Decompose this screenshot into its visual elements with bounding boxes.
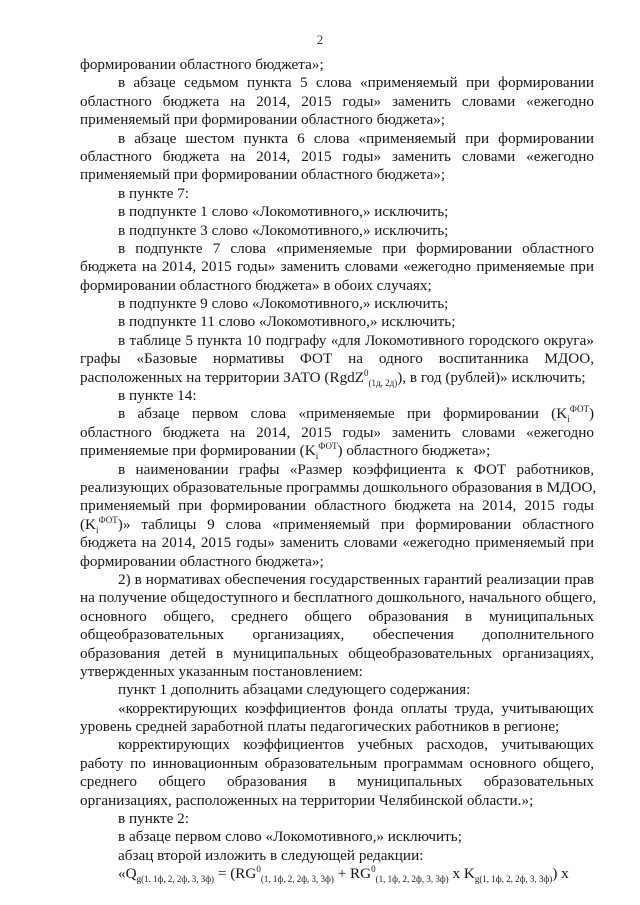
- text-fragment: + RG: [333, 865, 372, 883]
- text-line: на получение общедоступного и бесплатного дошкольного, начального общего,: [80, 589, 597, 607]
- subscript: g(1. 1ф, 2, 2ф, 3, 3ф): [136, 874, 215, 885]
- text-line: бюджета на 2014, 2015 годы» заменить словами «ежегодно применяемые при: [80, 258, 594, 276]
- text-line: в подпункте 11 слово «Локомотивного,» исключить;: [118, 313, 456, 331]
- text-line: утвержденных указанным постановлением:: [80, 662, 363, 680]
- text-line: в подпункте 7 слова «применяемые при формировании областного: [118, 239, 594, 257]
- text-line: [80, 442, 594, 460]
- superscript: ФОТ: [98, 514, 118, 525]
- superscript: ФОТ: [569, 404, 589, 415]
- text-line: [80, 516, 594, 534]
- text-line: формировании областного бюджета»;: [80, 56, 324, 73]
- text-line: в абзаце первом слово «Локомотивного,» исключить;: [118, 828, 462, 846]
- text-fragment: в абзаце первом слова «применяемые при формировании (K: [118, 405, 568, 423]
- text-fragment: применяемые при формировании (K: [80, 442, 316, 460]
- text-line: в подпункте 9 слово «Локомотивного,» исключить;: [118, 295, 449, 313]
- subscript: (1, 1ф, 2, 2ф, 3, 3ф): [375, 874, 449, 885]
- text-line: в подпункте 3 слово «Локомотивного,» исключить;: [118, 221, 449, 239]
- text-fragment: ), в год (рублей)» исключить;: [397, 368, 586, 386]
- text-line: работу по инновационным образовательным программам основного общего,: [80, 754, 594, 772]
- text-line: абзац второй изложить в следующей редакции:: [118, 846, 424, 864]
- subscript: i: [567, 414, 570, 425]
- text-fragment: ) областного бюджета»;: [337, 442, 491, 460]
- text-fragment: = (RG: [214, 865, 257, 883]
- subscript: (1д, 2д): [368, 377, 398, 388]
- text-fragment: расположенных на территории ЗАТО (RgdZ: [80, 368, 365, 386]
- text-line: реализующих образовательные программы дошкольного образования в МДОО,: [80, 478, 597, 496]
- text-line: в наименовании графы «Размер коэффициента к ФОТ работников,: [118, 460, 594, 478]
- subscript: i: [96, 524, 99, 535]
- text-line: корректирующих коэффициентов учебных расходов, учитывающих: [118, 736, 594, 754]
- text-line: в таблице 5 пункта 10 подграфу «для Локомотивного городского округа»: [118, 331, 594, 349]
- text-fragment: ): [588, 405, 594, 423]
- text-line: применяемый при формировании областного бюджета»;: [80, 166, 446, 184]
- text-line: формировании областного бюджета» в обоих случаях;: [80, 276, 432, 294]
- superscript: ФОТ: [318, 441, 338, 452]
- text-line: в пункте 2:: [118, 810, 189, 828]
- text-line: бюджета на 2014, 2015 годы» заменить словами «ежегодно применяемый при: [80, 534, 594, 552]
- text-line: в пункте 7:: [118, 184, 189, 202]
- superscript: 0: [364, 367, 369, 378]
- text-line: образования детей в муниципальных общеобразовательных организациях,: [80, 644, 594, 662]
- text-line: пункт 1 дополнить абзацами следующего содержания:: [118, 681, 471, 699]
- text-fragment: «Q: [118, 865, 137, 883]
- page-number: 2: [316, 32, 324, 47]
- text-line: уровень средней заработной платы педагогических работников в регионе;: [80, 718, 560, 736]
- text-line: областного бюджета на 2014, 2015 годы» заменить словами «ежегодно: [80, 92, 594, 110]
- text-line: [80, 369, 594, 387]
- text-line: формировании областного бюджета»;: [80, 552, 324, 570]
- text-fragment: )» таблицы 9 слова «применяемый при формировании областного: [117, 515, 594, 533]
- text-line: среднего общего образования в муниципальных образовательных: [80, 773, 594, 791]
- subscript: i: [315, 451, 319, 462]
- text-line: основного общего, среднего общего образования в муниципальных: [80, 607, 594, 625]
- document-body: [80, 56, 597, 885]
- text-fragment: ) x: [552, 865, 569, 883]
- superscript: 0: [256, 864, 261, 875]
- text-line: [80, 405, 594, 423]
- scan-artifact: ·: ·· ·:: [300, 864, 344, 873]
- superscript: 0: [371, 864, 376, 875]
- text-line: в абзаце седьмом пункта 5 слова «применяемый при формировании: [118, 74, 594, 92]
- text-line: общеобразовательных организациях, обеспечения дополнительного: [80, 626, 594, 644]
- text-fragment: (K: [80, 515, 97, 533]
- text-line: 2) в нормативах обеспечения государственных гарантий реализации прав: [118, 570, 594, 588]
- text-line: областного бюджета на 2014, 2015 годы» заменить словами «ежегодно: [80, 423, 594, 441]
- subscript: (1, 1ф, 2, 2ф, 3, 3ф): [260, 874, 334, 885]
- text-line: в абзаце шестом пункта 6 слова «применяемый при формировании: [118, 129, 594, 147]
- text-line: в подпункте 1 слово «Локомотивного,» исключить;: [118, 203, 449, 221]
- text-line: областного бюджета на 2014, 2015 годы» заменить словами «ежегодно: [80, 147, 594, 165]
- text-fragment: x K: [448, 865, 475, 883]
- subscript: g(1, 1ф, 2, 2ф, 3, 3ф): [474, 874, 553, 885]
- text-line: организациях, расположенных на территории Челябинской области.»;: [80, 791, 534, 809]
- text-line: применяемый при формировании областного бюджета на 2014, 2015 годы: [80, 497, 594, 515]
- text-line: «корректирующих коэффициентов фонда оплаты труда, учитывающих: [118, 699, 594, 717]
- text-line: в пункте 14:: [118, 387, 197, 405]
- text-line: применяемый при формировании областного бюджета»;: [80, 111, 446, 129]
- text-line: графы «Базовые нормативы ФОТ на одного воспитанника МДОО,: [80, 350, 594, 368]
